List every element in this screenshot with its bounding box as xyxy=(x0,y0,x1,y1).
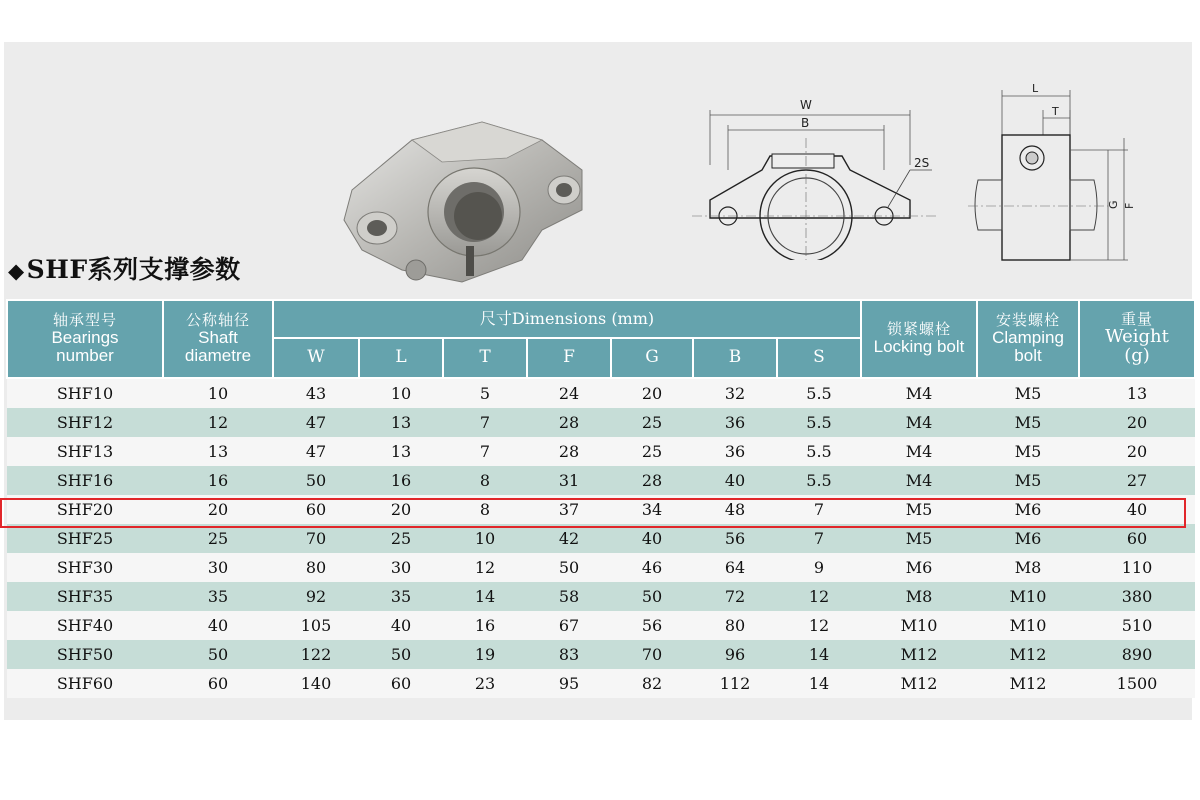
cell-b: 32 xyxy=(693,378,777,408)
cell-b: 36 xyxy=(693,437,777,466)
cell-t: 14 xyxy=(443,582,527,611)
header-s: S xyxy=(777,338,861,378)
cell-model: SHF35 xyxy=(7,582,163,611)
table-row xyxy=(7,611,1195,640)
cell-shaft: 25 xyxy=(163,524,273,553)
cell-g: 56 xyxy=(611,611,693,640)
cell-locking-bolt: M4 xyxy=(861,466,977,495)
cell-model: SHF30 xyxy=(7,553,163,582)
header-bearings-number: 轴承型号 Bearings number xyxy=(7,300,163,378)
cell-w: 47 xyxy=(273,408,359,437)
table-row xyxy=(7,495,1195,524)
cell-shaft: 40 xyxy=(163,611,273,640)
cell-clamping-bolt: M12 xyxy=(977,640,1079,669)
cell-s: 5.5 xyxy=(777,437,861,466)
cell-f: 95 xyxy=(527,669,611,698)
cell-locking-bolt: M8 xyxy=(861,582,977,611)
cell-g: 25 xyxy=(611,408,693,437)
header-w: W xyxy=(273,338,359,378)
dim-label-l: L xyxy=(1032,82,1039,95)
cell-f: 83 xyxy=(527,640,611,669)
cell-model: SHF16 xyxy=(7,466,163,495)
table-row xyxy=(7,378,1195,408)
dim-label-f: F xyxy=(1123,202,1136,209)
cell-shaft: 30 xyxy=(163,553,273,582)
diamond-bullet-icon: ◆ xyxy=(8,259,25,283)
cell-locking-bolt: M5 xyxy=(861,524,977,553)
cell-weight: 110 xyxy=(1079,553,1195,582)
cell-weight: 27 xyxy=(1079,466,1195,495)
cell-clamping-bolt: M8 xyxy=(977,553,1079,582)
cell-f: 42 xyxy=(527,524,611,553)
cell-weight: 510 xyxy=(1079,611,1195,640)
cell-clamping-bolt: M5 xyxy=(977,408,1079,437)
cell-model: SHF60 xyxy=(7,669,163,698)
cell-locking-bolt: M5 xyxy=(861,495,977,524)
cell-s: 12 xyxy=(777,611,861,640)
table-row xyxy=(7,582,1195,611)
cell-w: 43 xyxy=(273,378,359,408)
cell-s: 5.5 xyxy=(777,378,861,408)
cell-b: 48 xyxy=(693,495,777,524)
cell-t: 19 xyxy=(443,640,527,669)
cell-shaft: 50 xyxy=(163,640,273,669)
cell-l: 30 xyxy=(359,553,443,582)
cell-t: 7 xyxy=(443,408,527,437)
cell-w: 60 xyxy=(273,495,359,524)
cell-s: 5.5 xyxy=(777,466,861,495)
cell-w: 70 xyxy=(273,524,359,553)
cell-weight: 60 xyxy=(1079,524,1195,553)
cell-g: 46 xyxy=(611,553,693,582)
header-b: B xyxy=(693,338,777,378)
cell-w: 47 xyxy=(273,437,359,466)
table-row xyxy=(7,640,1195,669)
table-row xyxy=(7,669,1195,698)
table-row xyxy=(7,466,1195,495)
cell-shaft: 35 xyxy=(163,582,273,611)
header-weight: 重量 Weight (g) xyxy=(1079,300,1195,378)
cell-w: 140 xyxy=(273,669,359,698)
cell-s: 5.5 xyxy=(777,408,861,437)
cell-shaft: 20 xyxy=(163,495,273,524)
cell-locking-bolt: M4 xyxy=(861,408,977,437)
cell-shaft: 10 xyxy=(163,378,273,408)
cell-f: 28 xyxy=(527,437,611,466)
table-row xyxy=(7,408,1195,437)
cell-locking-bolt: M4 xyxy=(861,437,977,466)
cell-shaft: 12 xyxy=(163,408,273,437)
dim-label-w: W xyxy=(800,98,812,112)
cell-b: 36 xyxy=(693,408,777,437)
header-clamping-bolt: 安装螺栓 Clamping bolt xyxy=(977,300,1079,378)
cell-clamping-bolt: M12 xyxy=(977,669,1079,698)
cell-shaft: 60 xyxy=(163,669,273,698)
cell-b: 56 xyxy=(693,524,777,553)
cell-model: SHF25 xyxy=(7,524,163,553)
cell-weight: 20 xyxy=(1079,408,1195,437)
cell-l: 35 xyxy=(359,582,443,611)
cell-f: 31 xyxy=(527,466,611,495)
cell-g: 28 xyxy=(611,466,693,495)
cell-t: 8 xyxy=(443,495,527,524)
cell-l: 40 xyxy=(359,611,443,640)
cell-g: 25 xyxy=(611,437,693,466)
cell-locking-bolt: M6 xyxy=(861,553,977,582)
side-view-drawing xyxy=(968,80,1143,270)
series-title xyxy=(8,250,241,286)
header-g: G xyxy=(611,338,693,378)
cell-l: 10 xyxy=(359,378,443,408)
cell-weight: 1500 xyxy=(1079,669,1195,698)
cell-g: 50 xyxy=(611,582,693,611)
cell-clamping-bolt: M5 xyxy=(977,466,1079,495)
cell-w: 80 xyxy=(273,553,359,582)
cell-t: 10 xyxy=(443,524,527,553)
cell-model: SHF12 xyxy=(7,408,163,437)
cell-l: 13 xyxy=(359,437,443,466)
cell-weight: 13 xyxy=(1079,378,1195,408)
cell-clamping-bolt: M10 xyxy=(977,582,1079,611)
header-t: T xyxy=(443,338,527,378)
cell-b: 96 xyxy=(693,640,777,669)
front-view-drawing xyxy=(692,90,952,260)
cell-clamping-bolt: M10 xyxy=(977,611,1079,640)
cell-weight: 40 xyxy=(1079,495,1195,524)
header-f: F xyxy=(527,338,611,378)
cell-weight: 20 xyxy=(1079,437,1195,466)
cell-g: 82 xyxy=(611,669,693,698)
cell-t: 7 xyxy=(443,437,527,466)
cell-s: 7 xyxy=(777,524,861,553)
cell-l: 25 xyxy=(359,524,443,553)
cell-w: 50 xyxy=(273,466,359,495)
header-locking-bolt: 锁紧螺栓 Locking bolt xyxy=(861,300,977,378)
cell-shaft: 13 xyxy=(163,437,273,466)
cell-f: 58 xyxy=(527,582,611,611)
cell-l: 13 xyxy=(359,408,443,437)
dim-label-b: B xyxy=(801,116,810,130)
header-dimensions: 尺寸Dimensions (mm) xyxy=(273,300,861,338)
cell-f: 67 xyxy=(527,611,611,640)
cell-t: 8 xyxy=(443,466,527,495)
dim-label-g: G xyxy=(1107,200,1120,209)
cell-clamping-bolt: M5 xyxy=(977,378,1079,408)
cell-model: SHF20 xyxy=(7,495,163,524)
cell-s: 12 xyxy=(777,582,861,611)
cell-t: 12 xyxy=(443,553,527,582)
cell-weight: 890 xyxy=(1079,640,1195,669)
spec-table-body xyxy=(7,378,1195,698)
cell-t: 23 xyxy=(443,669,527,698)
header-shaft-diametre: 公称轴径 Shaft diametre xyxy=(163,300,273,378)
cell-g: 20 xyxy=(611,378,693,408)
cell-l: 60 xyxy=(359,669,443,698)
cell-s: 7 xyxy=(777,495,861,524)
cell-l: 16 xyxy=(359,466,443,495)
cell-b: 72 xyxy=(693,582,777,611)
cell-b: 112 xyxy=(693,669,777,698)
cell-b: 40 xyxy=(693,466,777,495)
header-l: L xyxy=(359,338,443,378)
cell-f: 50 xyxy=(527,553,611,582)
dim-label-2s: 2S xyxy=(914,156,930,170)
cell-locking-bolt: M4 xyxy=(861,378,977,408)
cell-model: SHF13 xyxy=(7,437,163,466)
cell-locking-bolt: M10 xyxy=(861,611,977,640)
cell-t: 16 xyxy=(443,611,527,640)
cell-locking-bolt: M12 xyxy=(861,640,977,669)
cell-shaft: 16 xyxy=(163,466,273,495)
cell-weight: 380 xyxy=(1079,582,1195,611)
cell-clamping-bolt: M6 xyxy=(977,495,1079,524)
cell-s: 9 xyxy=(777,553,861,582)
cell-clamping-bolt: M6 xyxy=(977,524,1079,553)
cell-f: 28 xyxy=(527,408,611,437)
cell-l: 50 xyxy=(359,640,443,669)
cell-model: SHF50 xyxy=(7,640,163,669)
cell-f: 37 xyxy=(527,495,611,524)
cell-l: 20 xyxy=(359,495,443,524)
cell-g: 40 xyxy=(611,524,693,553)
cell-b: 80 xyxy=(693,611,777,640)
cell-clamping-bolt: M5 xyxy=(977,437,1079,466)
product-photo xyxy=(332,110,594,290)
cell-model: SHF10 xyxy=(7,378,163,408)
cell-g: 70 xyxy=(611,640,693,669)
spec-table xyxy=(6,299,1196,698)
series-title-text: SHF系列支撑参数 xyxy=(26,255,241,284)
cell-f: 24 xyxy=(527,378,611,408)
cell-g: 34 xyxy=(611,495,693,524)
cell-model: SHF40 xyxy=(7,611,163,640)
cell-w: 122 xyxy=(273,640,359,669)
cell-t: 5 xyxy=(443,378,527,408)
cell-s: 14 xyxy=(777,640,861,669)
cell-s: 14 xyxy=(777,669,861,698)
table-row xyxy=(7,524,1195,553)
cell-w: 92 xyxy=(273,582,359,611)
cell-w: 105 xyxy=(273,611,359,640)
table-row xyxy=(7,553,1195,582)
cell-b: 64 xyxy=(693,553,777,582)
table-row xyxy=(7,437,1195,466)
dim-label-t: T xyxy=(1052,105,1059,118)
cell-locking-bolt: M12 xyxy=(861,669,977,698)
